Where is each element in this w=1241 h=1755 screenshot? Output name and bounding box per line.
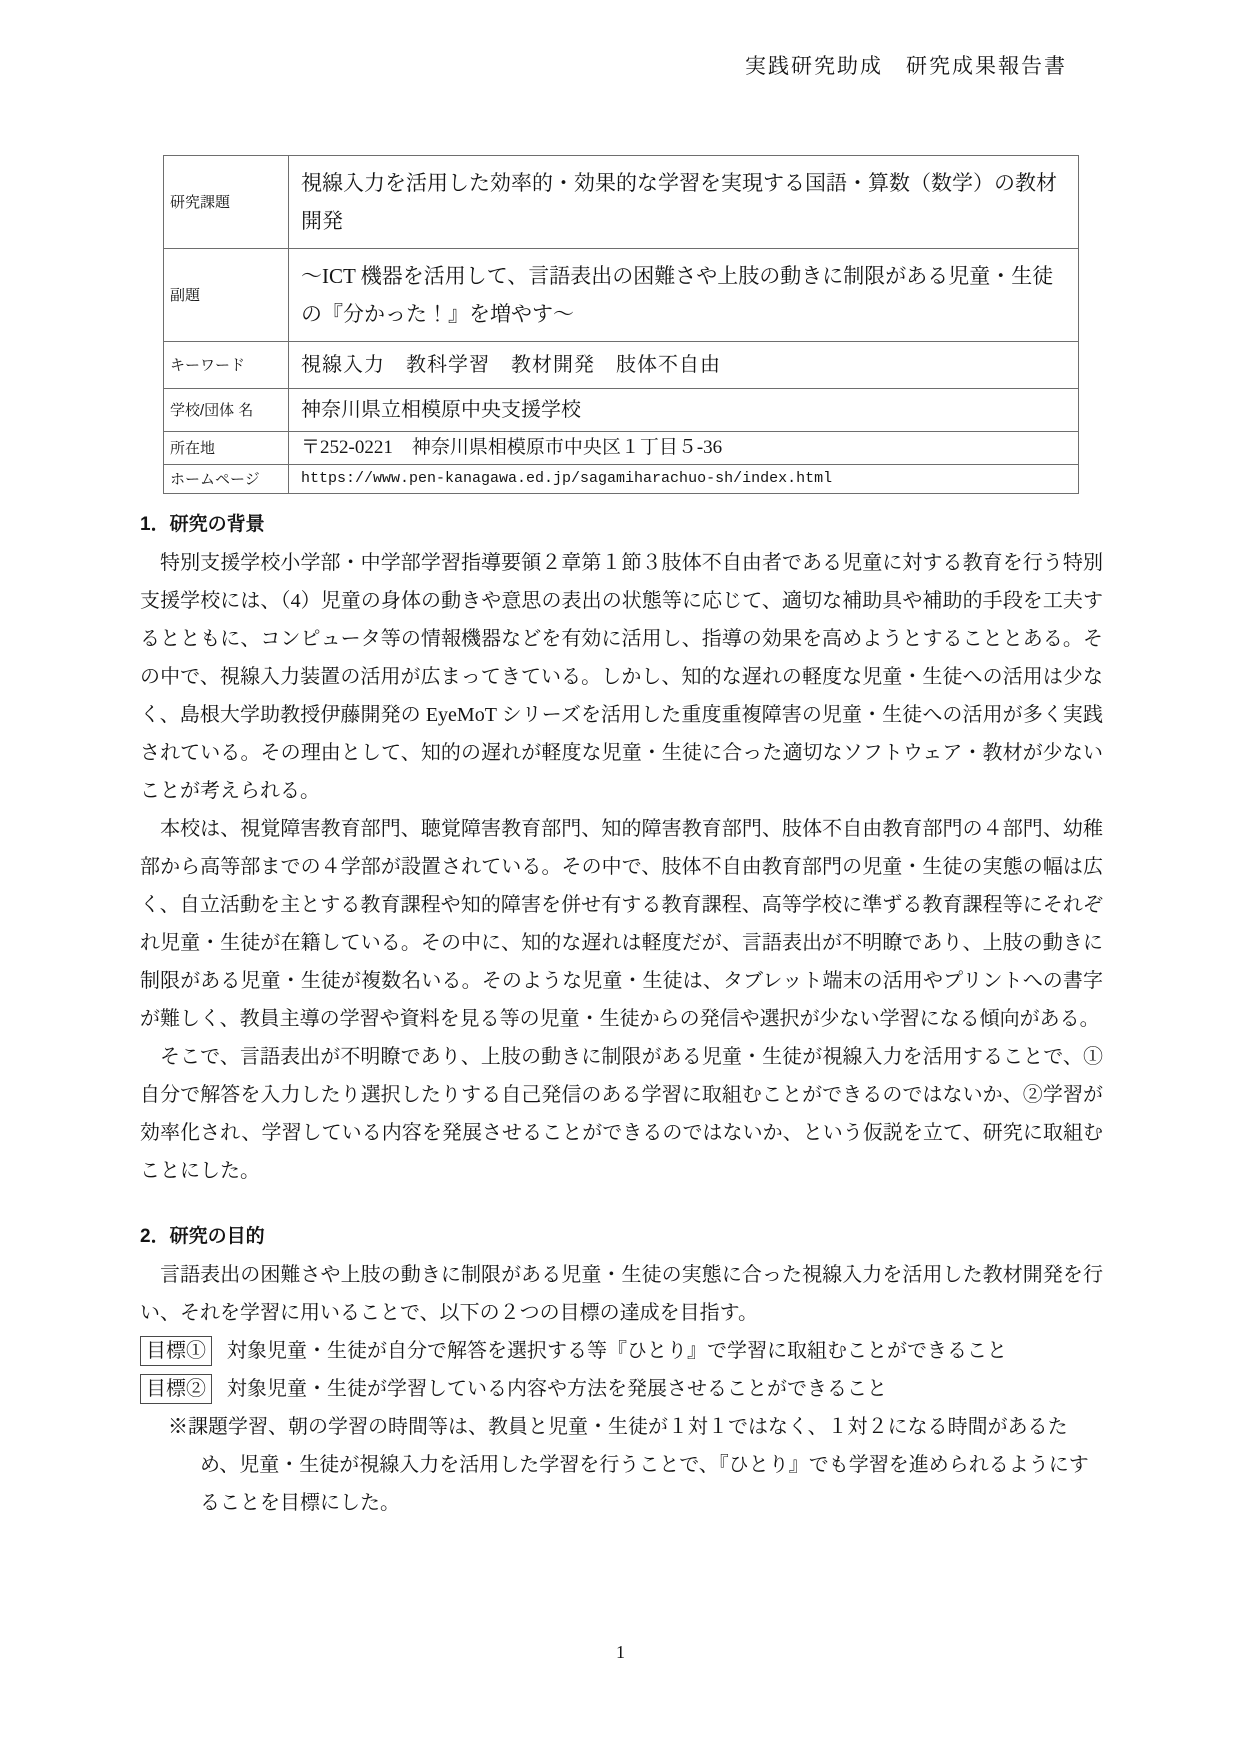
row-label-address: 所在地 [164,432,289,465]
row-value-school-name: 神奈川県立相模原中央支援学校 [289,389,1079,432]
row-value-address: 〒252-0221 神奈川県相模原市中央区１丁目５-36 [289,432,1079,465]
row-value-research-title: 視線入力を活用した効率的・効果的な学習を実現する国語・算数（数学）の教材開発 [289,156,1079,249]
section-2-paragraph-1: 言語表出の困難さや上肢の動きに制限がある児童・生徒の実態に合った視線入力を活用した教材開発を行い、それを学習に用いることで、以下の２つの目標の達成を目指す。 [140,1264,1103,1324]
row-value-keywords: 視線入力 教科学習 教材開発 肢体不自由 [289,342,1079,389]
section-2-note: ※課題学習、朝の学習の時間等は、教員と児童・生徒が１対１ではなく、１対２になる時間があるため、児童・生徒が視線入力を活用した学習を行うことで、『ひとり』でも学習を進められるようにすることを目標にした。 [168,1416,1089,1514]
goal-1-text: 対象児童・生徒が自分で解答を選択する等『ひとり』で学習に取組むことができること [227,1340,1007,1362]
table-row-research-title [164,156,1079,249]
goal-2-label: 目標② [140,1374,212,1404]
table-row-address [164,432,1079,465]
row-label-subtitle: 副題 [164,249,289,342]
row-label-homepage: ホームページ [164,465,289,494]
row-label-research-title: 研究課題 [164,156,289,249]
goal-2-text: 対象児童・生徒が学習している内容や方法を発展させることができること [227,1378,887,1400]
section-1-paragraph-3: そこで、言語表出が不明瞭であり、上肢の動きに制限がある児童・生徒が視線入力を活用することで、①自分で解答を入力したり選択したりする自己発信のある学習に取組むことができるのではないか、②学習が効率化され、学習している内容を発展させることができるのではないか、という仮説を立て、研究に取組むことにした。 [140,1046,1103,1182]
table-row-homepage [164,465,1079,494]
table-row-subtitle [164,249,1079,342]
table-row-school-name [164,389,1079,432]
table-row-keywords [164,342,1079,389]
section-1-paragraph-2: 本校は、視覚障害教育部門、聴覚障害教育部門、知的障害教育部門、肢体不自由教育部門の４部門、幼稚部から高等部までの４学部が設置されている。その中で、肢体不自由教育部門の児童・生徒の実態の幅は広く、自立活動を主とする教育課程や知的障害を併せ有する教育課程、高等学校に準ずる教育課程等にそれぞれ児童・生徒が在籍している。その中に、知的な遅れは軽度だが、言語表出が不明瞭であり、上肢の動きに制限がある児童・生徒が複数名いる。そのような児童・生徒は、タブレット端末の活用やプリントへの書字が難しく、教員主導の学習や資料を見る等の児童・生徒からの発信や選択が少ない学習になる傾向がある。 [140,818,1103,1030]
info-table [163,155,1079,494]
row-label-keywords: キーワード [164,342,289,389]
section-2-heading: 2．研究の目的 [140,1226,265,1247]
page-number: 1 [616,1642,625,1662]
section-1-heading: 1．研究の背景 [140,514,265,535]
goal-1-label: 目標① [140,1336,212,1366]
row-label-school-name: 学校/団体 名 [164,389,289,432]
goal-item-1 [140,1332,1103,1370]
document-body [140,506,1103,1522]
section-1-paragraph-1: 特別支援学校小学部・中学部学習指導要領２章第１節３肢体不自由者である児童に対する教育を行う特別支援学校には、（4）児童の身体の動きや意思の表出の状態等に応じて、適切な補助具や補助的手段を工夫するとともに、コンピュータ等の情報機器などを有効に活用し、指導の効果を高めようとすることとある。その中で、視線入力装置の活用が広まってきている。しかし、知的な遅れの軽度な児童・生徒への活用は少なく、島根大学助教授伊藤開発の EyeMoT シリーズを活用した重度重複障害の児童・生徒への活用が多く実践されている。その理由として、知的の遅れが軽度な児童・生徒に合った適切なソフトウェア・教材が少ないことが考えられる。 [140,552,1103,802]
row-value-subtitle: ～ICT 機器を活用して、言語表出の困難さや上肢の動きに制限がある児童・生徒の『分かった！』を増やす～ [289,249,1079,342]
row-value-homepage-url: https://www.pen-kanagawa.ed.jp/sagamiharachuo-sh/index.html [289,465,1079,494]
goal-item-2 [140,1370,1103,1408]
document-header: 実践研究助成 研究成果報告書 [745,54,1067,78]
